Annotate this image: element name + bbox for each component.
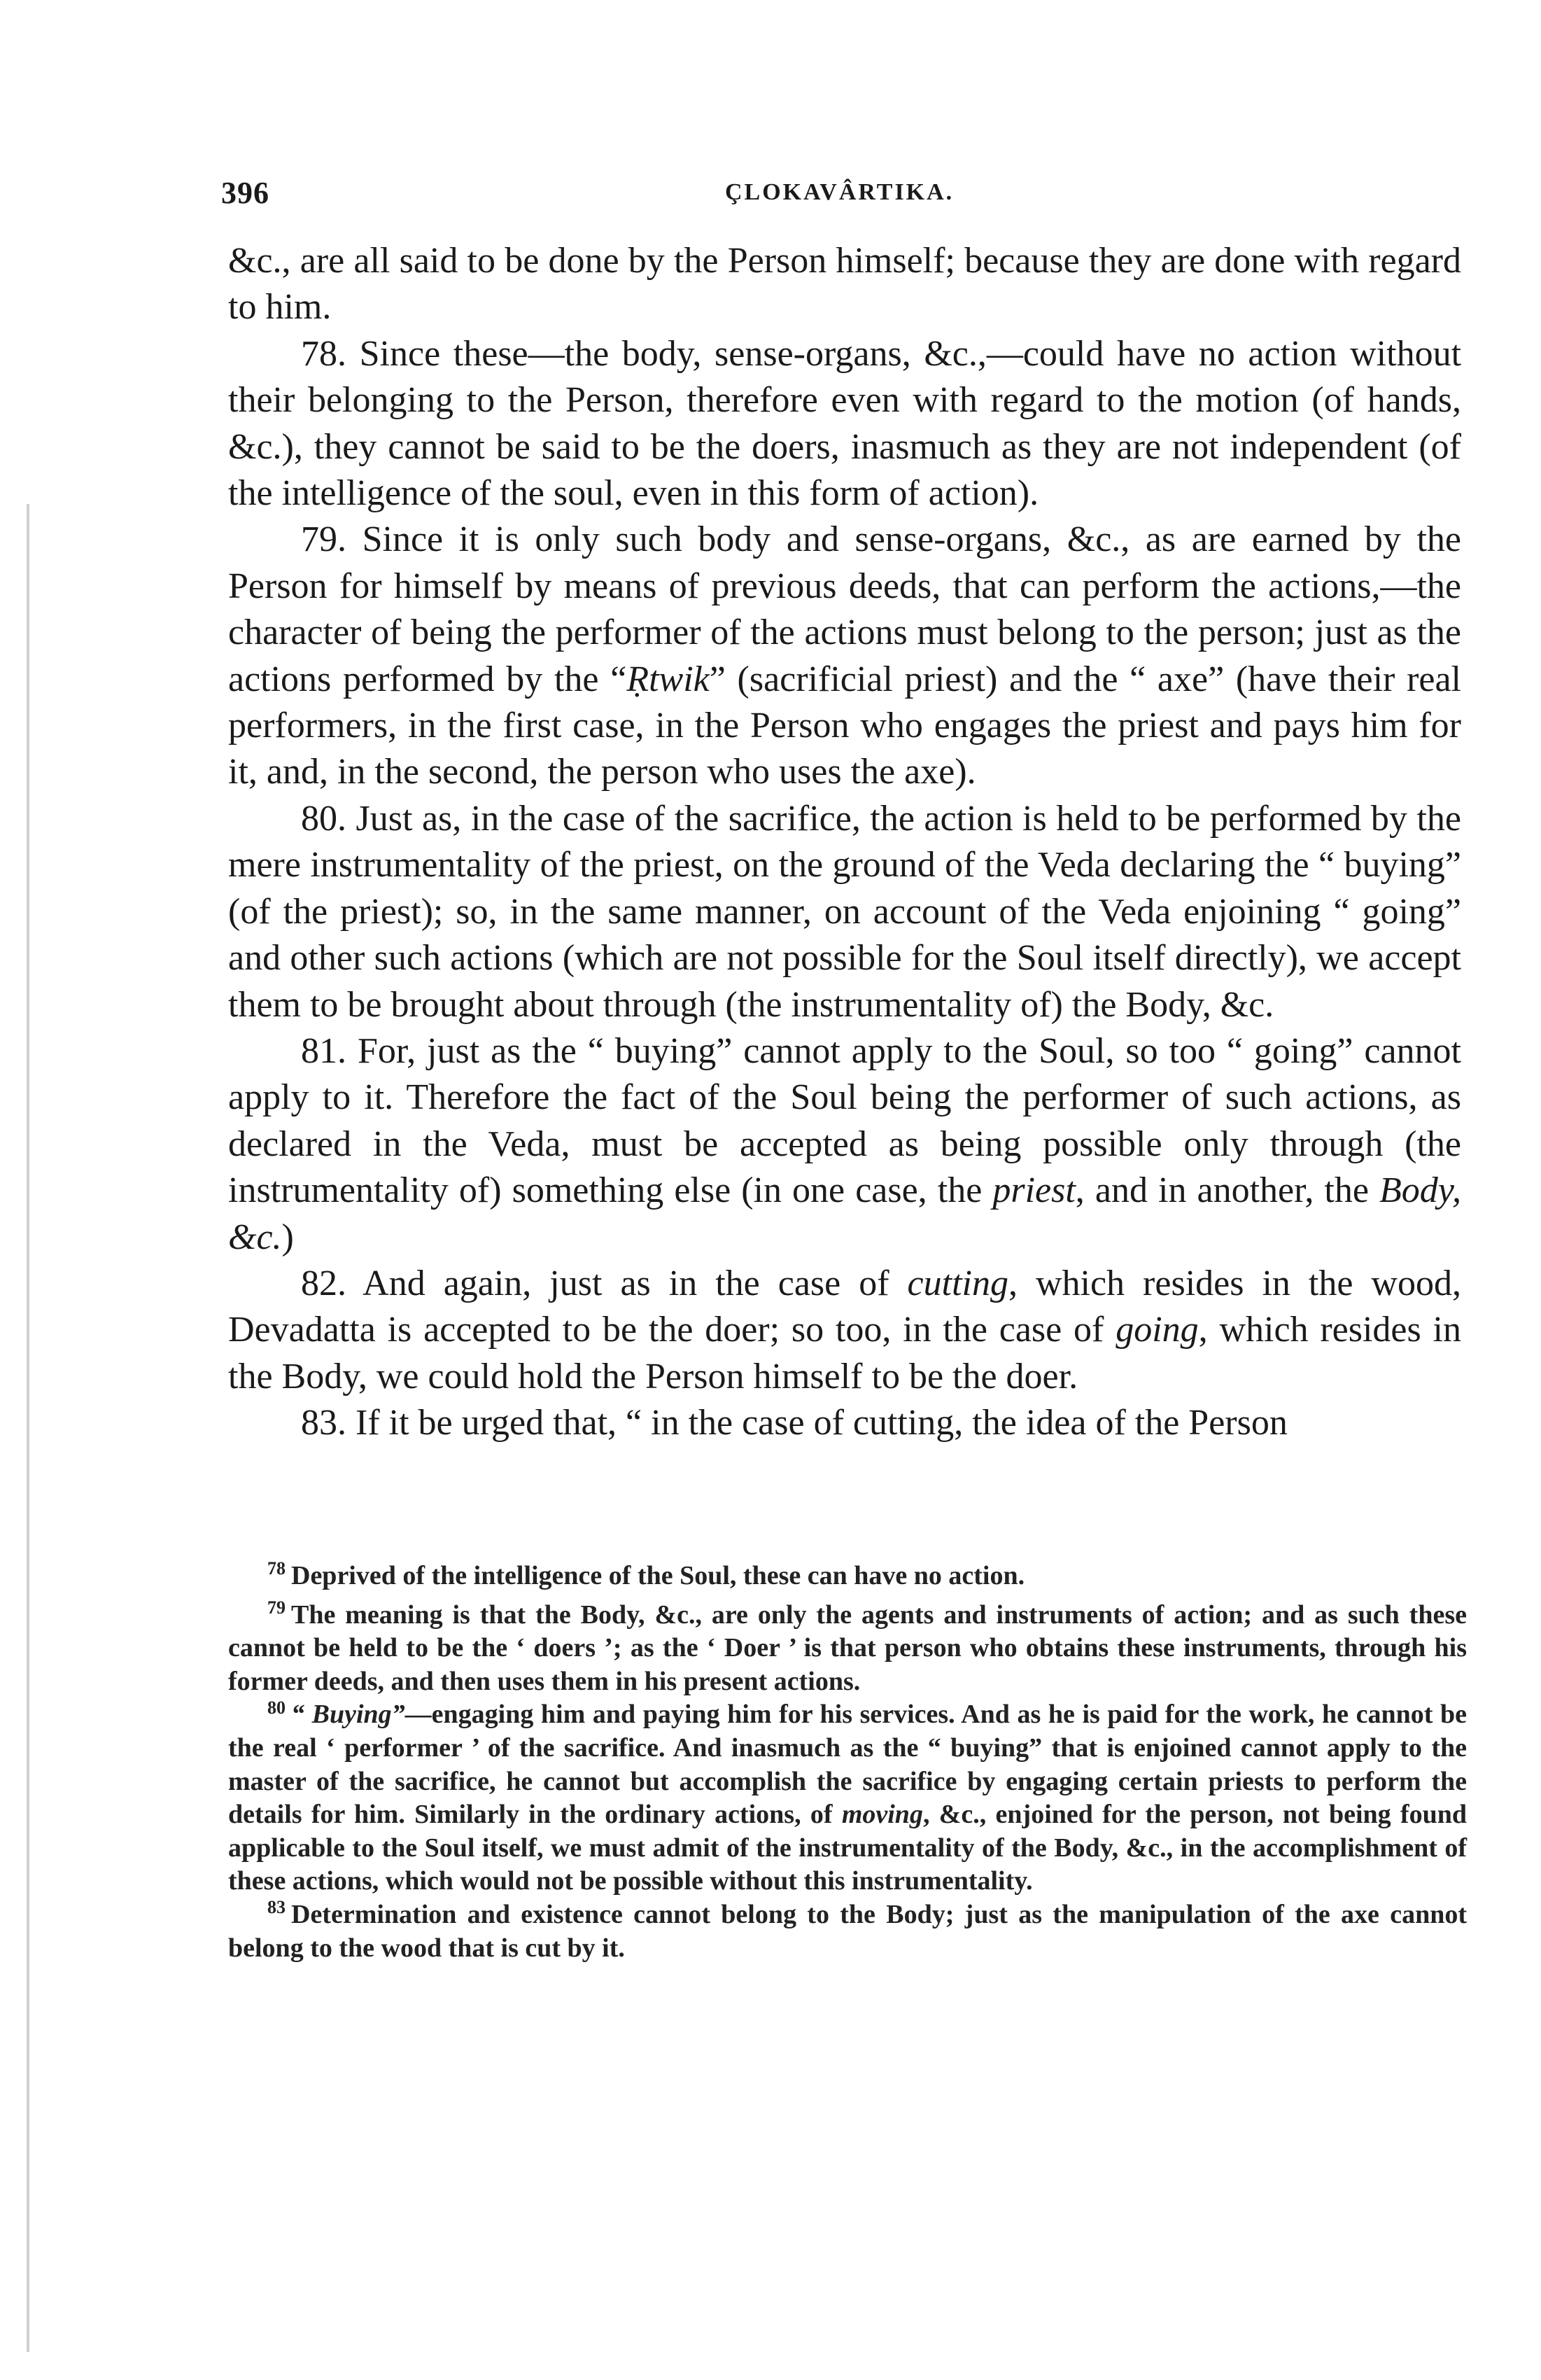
priest-term: priest <box>992 1170 1076 1211</box>
footnote-80 <box>228 1698 1467 1898</box>
verse-text: Just as, in the case of the sacrifice, the action is held to be performed by the mere instrumentality of the priest, on the ground of the Veda declaring the “ buying” (of the priest); so, in the same manner, on account of the Veda enjoining “ going” and other such actions (which are not possible for the Soul itself directly), we accept them to be brought about through (the instrumentality of) the Body, &c. <box>228 798 1461 1025</box>
verse-text: And again, just as in the case of <box>363 1263 908 1303</box>
verse-number: 79. <box>301 519 346 560</box>
verse-text: Since these—the body, sense-organs, &c.,—could have no action without their belonging to the Person, therefore even with regard to the motion (of hands, &c.), they cannot be said to be the doers, inasmuch as they are not independent (of the intelligence of the soul, even in this form of action). <box>228 333 1462 514</box>
page-number: 396 <box>221 176 269 210</box>
verse-text: If it be urged that, “ in the case of cutting, the idea of the Person <box>356 1403 1288 1443</box>
footnote-text: , &c., enjoined for the person, not being found applicable to the Soul itself, we must admit of the instrumentality of the Body, &c., in the accomplishment of these actions, which would not be possible without this instrumentality. <box>228 1800 1467 1896</box>
verse-text: , which resides in the wood, Devadatta is accepted to be the doer; so too, in the case of <box>228 1263 1461 1350</box>
verse-text: , which resides in the Body, we could hold the Person himself to be the doer. <box>228 1310 1461 1396</box>
verse-82 <box>228 1261 1461 1400</box>
main-text <box>228 238 1461 1447</box>
footnote-mark: 83 <box>267 1897 286 1918</box>
moving-term: moving <box>841 1800 923 1830</box>
verse-number: 83. <box>301 1403 346 1443</box>
footnote-text: The meaning is that the Body, &c., are only the agents and instruments of action; and as such these cannot be held to be the ‘ doers ’; as the ‘ Doer ’ is that person who obtains these instruments, through his former deeds, and then uses them in his present actions. <box>228 1600 1467 1696</box>
verse-81 <box>228 1028 1461 1261</box>
going-term: going <box>1116 1310 1199 1350</box>
verse-number: 78. <box>301 333 346 374</box>
footnote-mark: 78 <box>267 1558 286 1579</box>
verse-number: 81. <box>301 1030 346 1071</box>
verse-text: ” (sacrificial priest) and the “ axe” (have their real performers, in the first case, in the Person who engages the priest and pays him for it, and, in the second, the person who uses the axe). <box>228 659 1461 792</box>
verse-text: , and in another, the <box>1075 1170 1380 1211</box>
verse-83 <box>228 1400 1461 1446</box>
continuation-paragraph: &c., are all said to be done by the Person himself; because they are done with regard to him. <box>228 241 1461 328</box>
footnotes <box>228 1560 1467 1965</box>
verse-number: 80. <box>301 798 346 839</box>
verse-80 <box>228 796 1461 1028</box>
footnote-text: Determination and existence cannot belong to the Body; just as the manipulation of the axe cannot belong to the wood that is cut by it. <box>228 1899 1467 1963</box>
footnote-78 <box>228 1560 1467 1593</box>
scan-edge-rule <box>27 504 29 2352</box>
verse-78 <box>228 331 1461 517</box>
body-term: Body, &c. <box>228 1170 1461 1257</box>
footnote-mark: 79 <box>267 1597 286 1618</box>
footnote-83 <box>228 1898 1467 1965</box>
rtwik-term: Ṛtwik <box>626 659 710 699</box>
verse-79 <box>228 517 1461 795</box>
verse-text: For, just as the “ buying” cannot apply to the Soul, so too “ going” cannot apply to it. Therefore the fact of the Soul being the performer of such actions, as declared in the Veda, must be accepted as being possible only through (the instrumentality of) something else (in one case, the <box>228 1030 1461 1211</box>
running-title: ÇLOKAVÂRTIKA. <box>725 179 955 205</box>
cutting-term: cutting <box>907 1263 1008 1303</box>
page-header <box>221 175 1460 217</box>
footnote-text: —engaging him and paying him for his services. And as he is paid for the work, he cannot be the real ‘ performer ’ of the sacrifice. And inasmuch as the “ buying” that is enjoined cannot apply to the master of the sacrifice, he cannot but accomplish the sacrifice by engaging certain priests to perform the details for him. Similarly in the ordinary actions, of <box>228 1700 1467 1830</box>
verse-text: ) <box>281 1217 294 1257</box>
footnote-text: Deprived of the intelligence of the Soul, these can have no action. <box>291 1561 1025 1590</box>
footnote-79 <box>228 1599 1467 1699</box>
footnote-mark: 80 <box>267 1697 286 1718</box>
verse-text: Since it is only such body and sense-organs, &c., as are earned by the Person for himself by means of previous deeds, that can perform the actions,—the character of being the performer of the actions must belong to the person; just as the actions performed by the “ <box>228 519 1462 699</box>
verse-number: 82. <box>301 1263 346 1303</box>
buying-term: “ Buying” <box>291 1700 405 1730</box>
